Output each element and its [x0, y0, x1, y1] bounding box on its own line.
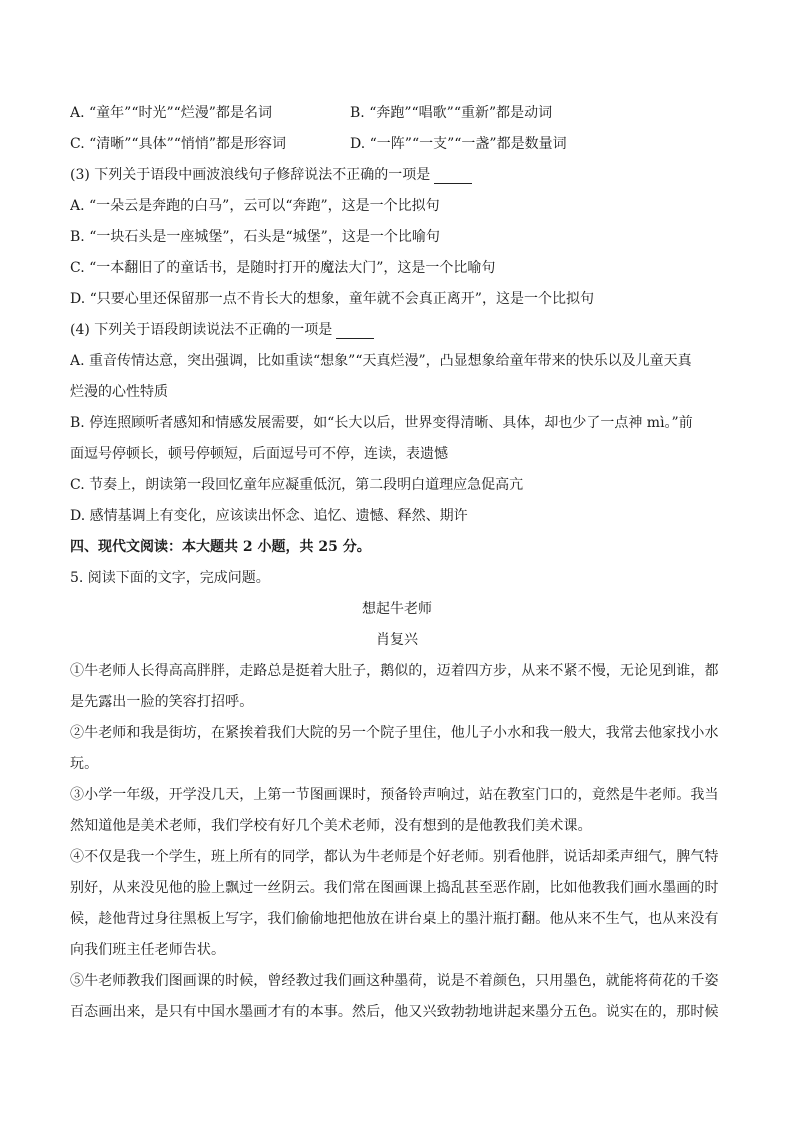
- paragraph-line: 向我们班主任老师告状。: [70, 942, 226, 958]
- q4-option-b-line2: 面逗号停顿长，顿号停顿短，后面逗号可不停，连读，表遗憾: [70, 446, 448, 462]
- paragraph-line: 是先露出一脸的笑容打招呼。: [70, 694, 254, 710]
- q3-option-a: A. “一朵云是奔跑的白马”，云可以“奔跑”，这是一个比拟句: [70, 198, 440, 214]
- q3-answer-blank[interactable]: [434, 167, 472, 184]
- q3-option-b: B. “一块石头是一座城堡”，石头是“城堡”，这是一个比喻句: [70, 229, 440, 245]
- paragraph-line: 百态画出来，是只有中国水墨画才有的本事。然后，他又兴致勃勃地讲起来墨分五色。说实在的，那时候: [70, 1004, 719, 1020]
- q2-options-row1: [70, 98, 724, 129]
- paragraph-5: [70, 966, 724, 1028]
- q3-option-d: D. “只要心里还保留那一点不肯长大的想象，童年就不会真正离开”，这是一个比拟句: [70, 291, 594, 307]
- paragraph-line: 玩。: [70, 756, 99, 772]
- article-title: 想起牛老师: [362, 601, 432, 617]
- q2-option-b: B. “奔跑”“唱歌”“重新”都是动词: [350, 105, 553, 121]
- article-author: 肖复兴: [376, 632, 418, 648]
- paragraph-line: ②牛老师和我是街坊，在紧挨着我们大院的另一个院子里住，他儿子小水和我一般大，我常去他家找小水: [70, 725, 719, 741]
- paragraph-line: ①牛老师人长得高高胖胖，走路总是挺着大肚子，鹅似的，迈着四方步，从来不紧不慢，无论见到谁，都: [70, 663, 719, 679]
- q2-option-c: C. “清晰”“具体”“悄悄”都是形容词: [70, 136, 287, 152]
- q3-option-c: C. “一本翻旧了的童话书，是随时打开的魔法大门”，这是一个比喻句: [70, 260, 496, 276]
- q4-option-a-line2: 烂漫的心性特质: [70, 384, 168, 400]
- q4-option-c: C. 节奏上，朗读第一段回忆童年应凝重低沉，第二段明白道理应急促高亢: [70, 477, 524, 493]
- q4-option-b-line1: B. 停连照顾听者感知和情感发展需要，如“长大以后，世界变得清晰、具体，却也少了一点神 mì。”前: [70, 415, 693, 431]
- q4-stem-text: (4) 下列关于语段朗读说法不正确的一项是: [70, 322, 333, 338]
- q5-stem: 5. 阅读下面的文字，完成问题。: [70, 570, 270, 586]
- q2-option-d: D. “一阵”“一支”“一盏”都是数量词: [350, 136, 567, 152]
- paragraph-line: 然知道他是美术老师，我们学校有好几个美术老师，没有想到的是他教我们美术课。: [70, 818, 592, 834]
- q2-options-row2: [70, 129, 724, 160]
- q4-answer-blank[interactable]: [336, 322, 374, 339]
- q3-stem: [70, 160, 724, 191]
- paragraph-4: [70, 842, 724, 966]
- paragraph-line: ④不仅是我一个学生，班上所有的同学，都认为牛老师是个好老师。别看他胖，说话却柔声细气，脾气特: [70, 849, 719, 865]
- section-heading: 四、现代文阅读：本大题共 2 小题，共 25 分。: [70, 539, 371, 555]
- q4-option-d: D. 感情基调上有变化，应该读出怀念、追忆、遗憾、释然、期许: [70, 508, 468, 524]
- paragraph-3: [70, 780, 724, 842]
- paragraph-2: [70, 718, 724, 780]
- q4-option-a-line1: A. 重音传情达意，突出强调，比如重读“想象”“天真烂漫”，凸显想象给童年带来的快乐以及儿童天真: [70, 353, 692, 369]
- paragraph-line: ③小学一年级，开学没几天，上第一节图画课时，预备铃声响过，站在教室门口的，竟然是牛老师。我当: [70, 787, 719, 803]
- q4-stem: [70, 315, 724, 346]
- paragraph-1: [70, 656, 724, 718]
- q2-option-a: A. “童年”“时光”“烂漫”都是名词: [70, 105, 272, 121]
- paragraph-line: 候，趁他背过身往黑板上写字，我们偷偷地把他放在讲台桌上的墨汁瓶打翻。他从来不生气，也从来没有: [70, 911, 719, 927]
- paragraph-line: 别好，从来没见他的脸上飘过一丝阴云。我们常在图画课上捣乱甚至恶作剧，比如他教我们画水墨画的时: [70, 880, 719, 896]
- paragraph-line: ⑤牛老师教我们图画课的时候，曾经教过我们画这种墨荷，说是不着颜色，只用墨色，就能将荷花的千姿: [70, 973, 719, 989]
- q3-stem-text: (3) 下列关于语段中画波浪线句子修辞说法不正确的一项是: [70, 167, 431, 183]
